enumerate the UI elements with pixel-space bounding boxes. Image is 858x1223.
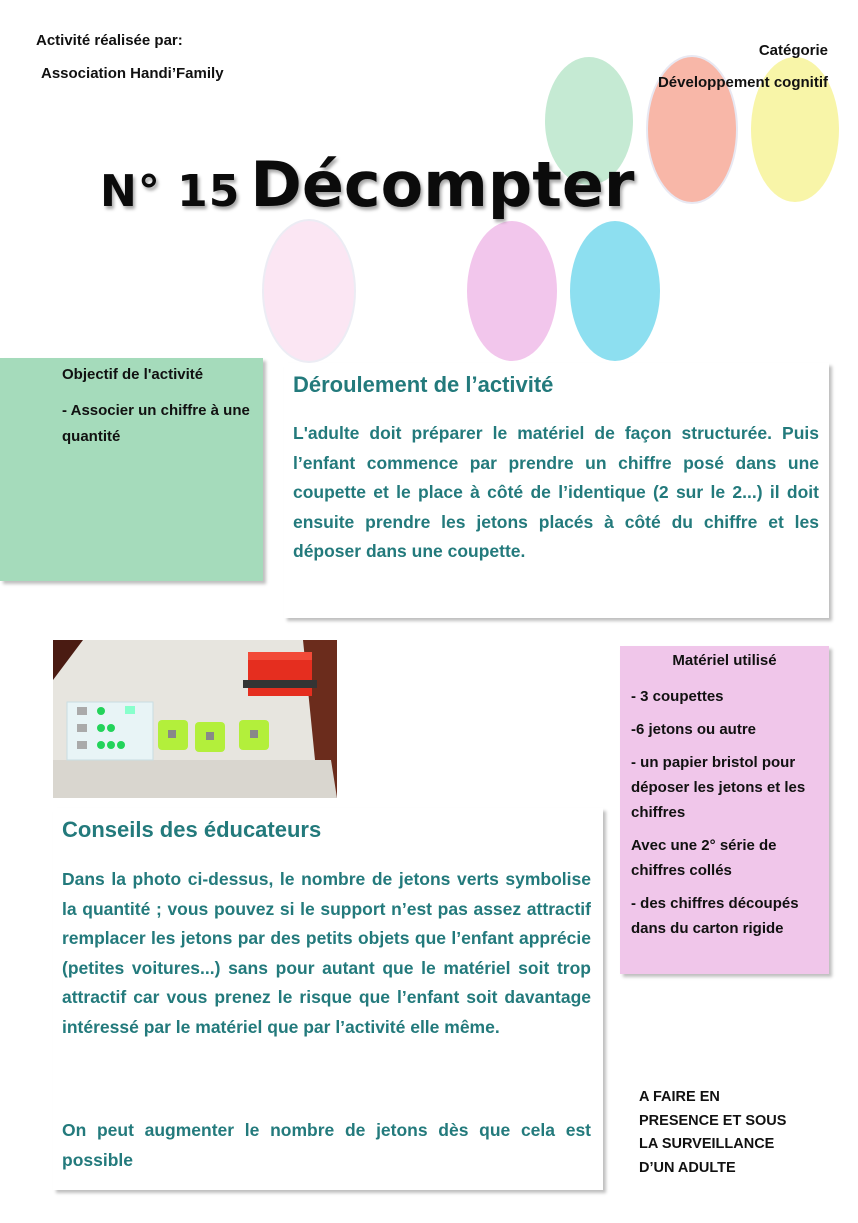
activity-number: N° 15 xyxy=(100,166,241,217)
oval-orchid-decoration xyxy=(467,221,557,361)
objective-label: Objectif de l'activité xyxy=(62,366,204,383)
procedure-heading: Déroulement de l’activité xyxy=(293,372,554,397)
procedure-text: L'adulte doit préparer le matériel de façon structurée. Puis l’enfant commence par prendre un chiffre posé dans une coupette et le place à côté de l’identique (2 sur le 2...) il doit ensuite prendre les jetons placés à côté du chiffre et les déposer dans une coupette. xyxy=(293,423,819,561)
procedure-box xyxy=(284,363,829,618)
materials-item: - un papier bristol pour déposer les jetons et les chiffres xyxy=(631,754,806,821)
advice-box xyxy=(53,808,603,1190)
objective-item: - Associer un chiffre à une quantité xyxy=(62,402,250,445)
category-label: Catégorie xyxy=(758,42,828,59)
materials-item: -6 jetons ou autre xyxy=(631,721,757,738)
oval-sky-decoration xyxy=(570,221,660,361)
made-by-label: Activité réalisée par: xyxy=(36,32,183,49)
activity-title: Décompter xyxy=(250,148,635,221)
materials-box xyxy=(620,646,829,974)
warning-line: D’UN ADULTE xyxy=(639,1159,736,1176)
materials-heading: Matériel utilisé xyxy=(672,652,777,669)
advice-paragraph: Dans la photo ci-dessus, le nombre de jetons verts symbolise la quantité ; vous pouvez si le support n’est pas assez attractif remplacer les jetons par des petits objets que l’enfant apprécie (petites voitures...) sans pour autant que le matériel soit trop attractif car vous prenez le risque que l’enfant soit davantage intéressé par le matériel que par l’activité elle même. xyxy=(62,869,591,1037)
advice-paragraph: On peut augmenter le nombre de jetons dès que cela est possible xyxy=(62,1120,591,1170)
materials-item: - des chiffres découpés dans du carton rigide xyxy=(631,895,799,937)
objective-box xyxy=(0,358,263,581)
advice-heading: Conseils des éducateurs xyxy=(62,817,322,842)
activity-photo-illustration xyxy=(53,640,337,798)
warning-line: A FAIRE EN xyxy=(639,1089,720,1105)
warning-line: PRESENCE ET SOUS xyxy=(639,1112,787,1129)
supervision-warning xyxy=(639,1086,829,1180)
oval-pale-pink-decoration xyxy=(264,221,354,361)
materials-item: Avec une 2° série de chiffres collés xyxy=(631,837,777,879)
association-name: Association Handi’Family xyxy=(41,65,224,82)
category-value: Développement cognitif xyxy=(657,74,828,91)
materials-item: - 3 coupettes xyxy=(631,688,724,705)
activity-photo xyxy=(53,640,337,798)
warning-line: LA SURVEILLANCE xyxy=(639,1136,775,1152)
materials-list xyxy=(631,684,826,949)
page-title xyxy=(100,148,634,221)
